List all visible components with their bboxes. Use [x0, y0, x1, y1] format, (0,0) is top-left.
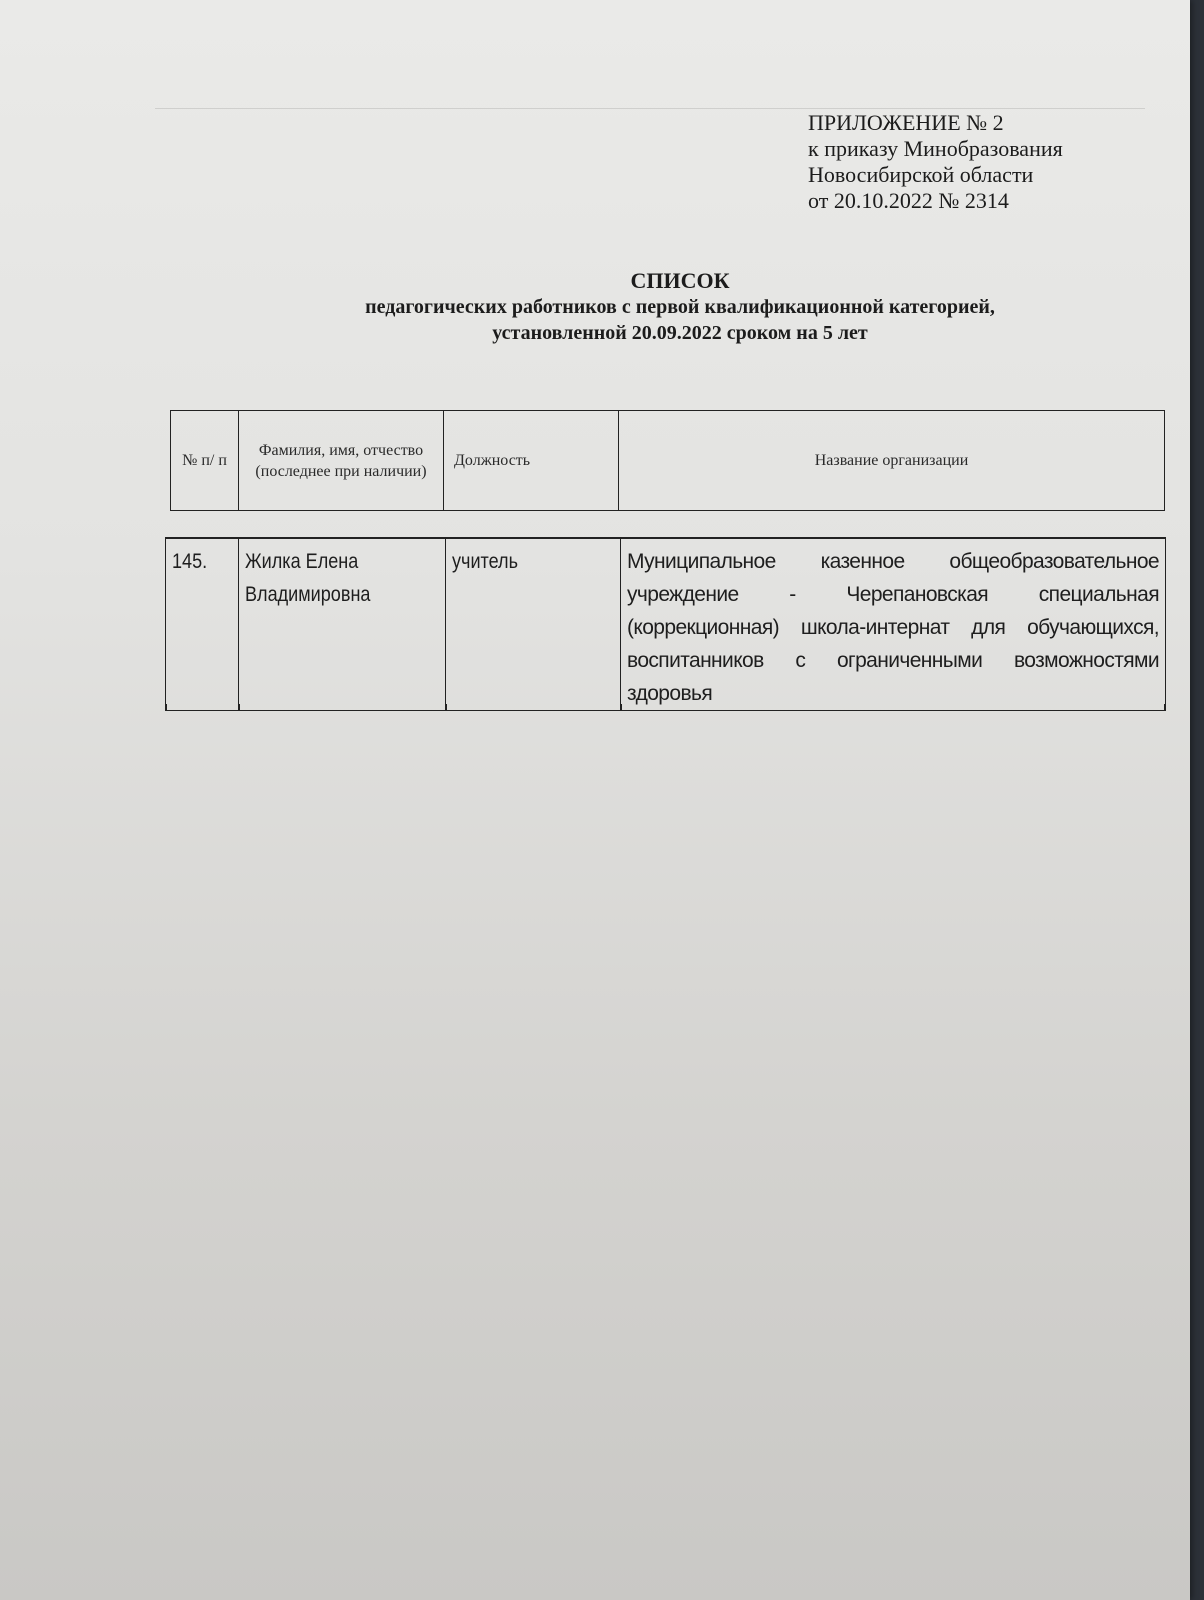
appendix-line-4: от 20.10.2022 № 2314: [808, 188, 1009, 213]
table-line-stub: [1164, 704, 1166, 710]
cell-num-text: 145.: [172, 550, 208, 573]
table-line-stub: [165, 704, 167, 710]
table-header: [170, 410, 1165, 511]
cell-name: [239, 538, 446, 711]
document-title: [150, 268, 1204, 346]
header-num: № п/ п: [171, 411, 239, 511]
title-line-2: педагогических работников с первой квалификационной категорией,: [365, 296, 995, 318]
cell-organization: Муниципальное казенное общеобразовательное учреждение - Черепановская специальная (коррекционная) школа-интернат для обучающихся, воспитанников с ограниченными возможностями здоровья: [621, 538, 1166, 711]
header-position: Должность: [444, 411, 619, 511]
header-name: Фамилия, имя, отчество (последнее при наличии): [239, 411, 444, 511]
table-row: [166, 538, 1166, 711]
title-main: СПИСОК: [630, 268, 730, 293]
table-body: [165, 537, 1166, 711]
table-line-stub: [620, 704, 622, 710]
table-line-stub: [238, 704, 240, 710]
page-top-rule: [155, 108, 1145, 109]
title-line-3: установленной 20.09.2022 сроком на 5 лет: [492, 322, 868, 344]
table-line-stub: [445, 704, 447, 710]
header-organization: Название организации: [619, 411, 1165, 511]
appendix-line-3: Новосибирской области: [808, 162, 1034, 187]
header-row: [171, 411, 1165, 511]
cell-position-text: учитель: [452, 550, 518, 573]
cell-name-line-2: Владимировна: [245, 583, 371, 606]
appendix-line-2: к приказу Минобразования: [808, 136, 1063, 161]
cell-position: [446, 538, 621, 711]
appendix-header: [808, 110, 1063, 214]
cell-name-line-1: Жилка Елена: [245, 550, 359, 573]
cell-num: [166, 538, 239, 711]
appendix-line-1: ПРИЛОЖЕНИЕ № 2: [808, 110, 1004, 135]
